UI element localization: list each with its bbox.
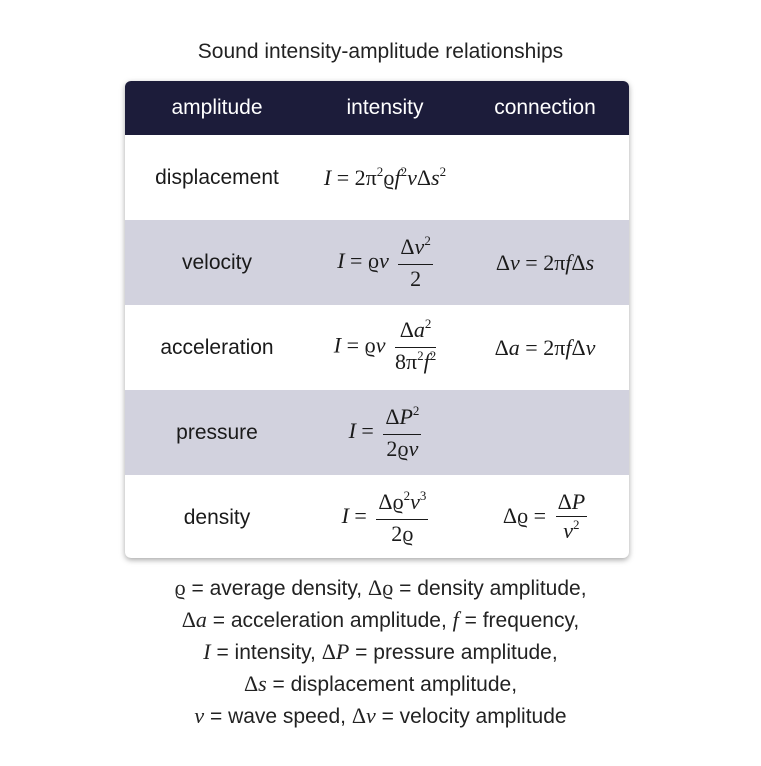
legend-line: v = wave speed, Δv = velocity amplitude	[194, 703, 567, 728]
table-row-pressure	[125, 390, 629, 475]
intensity-formula: I = $\frac{\Delta ϱ^2v^3}{2ϱ}$	[341, 487, 427, 546]
table-row-velocity	[125, 220, 629, 305]
intensity-formula: I = ϱv $\frac{\Delta v^2}{2}$	[337, 232, 431, 291]
amplitude-cell: density	[183, 505, 251, 529]
table-row-density	[125, 475, 629, 558]
legend-line: Δs = displacement amplitude,	[243, 671, 518, 696]
header-connection: connection	[494, 96, 596, 119]
legend-line: ϱ = average density, Δϱ = density amplitude,	[174, 575, 587, 600]
amplitude-cell: displacement	[155, 165, 279, 189]
header-intensity: intensity	[346, 96, 424, 119]
header-amplitude: amplitude	[171, 96, 263, 119]
amplitude-cell: pressure	[176, 420, 258, 444]
table-row-displacement	[125, 135, 629, 220]
amplitude-cell: velocity	[181, 250, 253, 274]
relationships-table	[125, 81, 629, 558]
connection-formula: Δv = 2πfΔs	[495, 249, 595, 275]
amplitude-cell: acceleration	[160, 335, 274, 359]
connection-formula: Δa = 2πfΔv	[494, 334, 596, 360]
table-header	[125, 81, 629, 135]
connection-cell	[461, 135, 629, 220]
table-row-acceleration	[125, 305, 629, 390]
legend-line: Δa = acceleration amplitude, f = frequency,	[181, 607, 580, 632]
table-title: Sound intensity-amplitude relationships	[197, 40, 564, 63]
intensity-formula: $I = 2\pi^2ϱf^2v\Delta s^2$	[323, 163, 447, 190]
connection-formula: Δϱ = $\frac{\Delta P}{v^2}$	[502, 488, 586, 543]
connection-cell	[461, 390, 629, 475]
legend-line: I = intensity, ΔP = pressure amplitude,	[203, 639, 558, 664]
intensity-formula: I = ϱv $\frac{\Delta a^2}{8\pi^2f^2}$	[333, 316, 437, 374]
variable-legend	[0, 572, 761, 732]
intensity-formula: I = $\frac{\Delta P^2}{2ϱv}$	[348, 402, 420, 461]
